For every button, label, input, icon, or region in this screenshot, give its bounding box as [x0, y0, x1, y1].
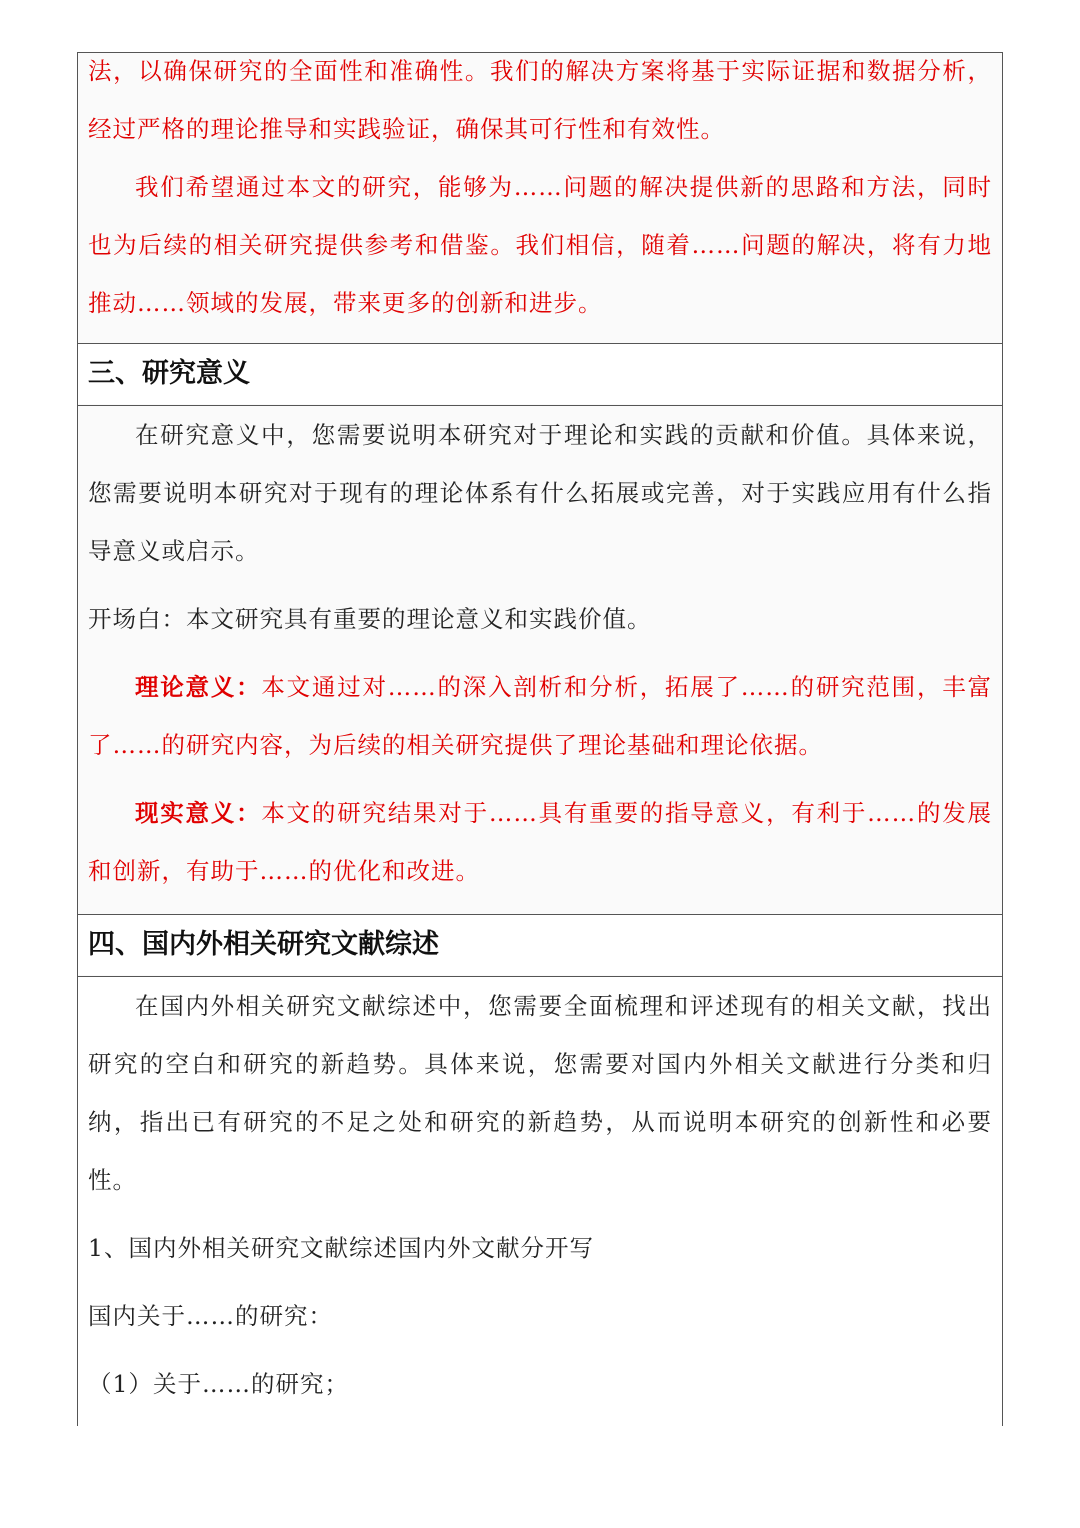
domestic-research-label: 国内关于……的研究：	[88, 1302, 333, 1330]
practice-text: 本文的研究结果对于……具有重要的指导意义，有利于……的发展和创新，有助于……的优化和改进。	[88, 799, 993, 885]
intro-paragraph-1: 法，以确保研究的全面性和准确性。我们的解决方案将基于实际证据和数据分析，经过严格的理论推导和实践验证，确保其可行性和有效性。	[88, 57, 992, 143]
significance-body	[78, 405, 1002, 914]
theory-significance	[88, 658, 992, 774]
literature-heading: 四、国内外相关研究文献综述	[78, 915, 1002, 975]
significance-heading-row	[78, 343, 1002, 405]
significance-opening: 开场白：本文研究具有重要的理论意义和实践价值。	[88, 605, 652, 633]
intro-section	[78, 53, 1002, 343]
theory-text: 本文通过对……的深入剖析和分析，拓展了……的研究范围，丰富了……的研究内容，为后续的相关研究提供了理论基础和理论依据。	[88, 673, 993, 759]
document-table	[77, 52, 1003, 1426]
literature-heading-row	[78, 914, 1002, 976]
literature-guide: 在国内外相关研究文献综述中，您需要全面梳理和评述现有的相关文献，找出研究的空白和研究的新趋势。具体来说，您需要对国内外相关文献进行分类和归纳，指出已有研究的不足之处和研究的新趋势，从而说明本研究的创新性和必要性。	[88, 992, 992, 1194]
intro-paragraph-2: 我们希望通过本文的研究，能够为……问题的解决提供新的思路和方法，同时也为后续的相关研究提供参考和借鉴。我们相信，随着……问题的解决，将有力地推动……领域的发展，带来更多的创新和进步。	[88, 173, 992, 317]
significance-guide: 在研究意义中，您需要说明本研究对于理论和实践的贡献和价值。具体来说，您需要说明本研究对于现有的理论体系有什么拓展或完善，对于实践应用有什么指导意义或启示。	[88, 421, 992, 565]
practice-label: 现实意义：	[135, 799, 262, 827]
sub-item-1: （1）关于……的研究；	[88, 1370, 349, 1398]
literature-item-1: 1、国内外相关研究文献综述国内外文献分开写	[88, 1234, 594, 1262]
practice-significance	[88, 784, 992, 900]
significance-heading: 三、研究意义	[78, 344, 1002, 404]
literature-body	[78, 976, 1002, 1427]
theory-label: 理论意义：	[135, 673, 262, 701]
